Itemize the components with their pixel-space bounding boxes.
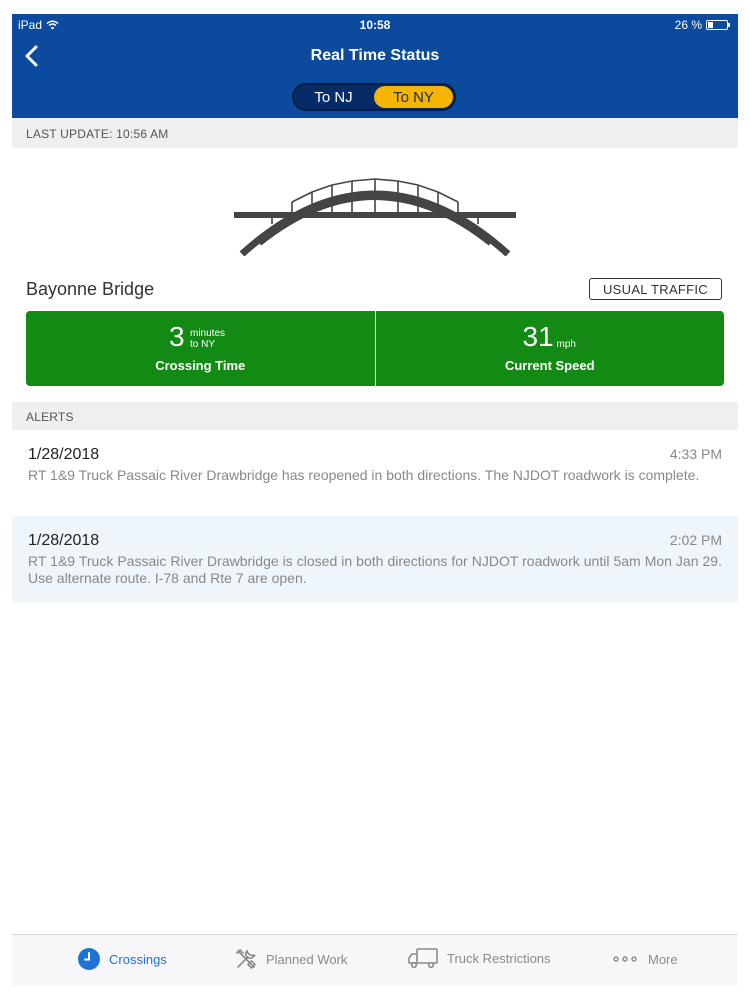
toggle-to-nj[interactable]: To NJ <box>314 88 353 106</box>
tab-label: More <box>648 951 678 967</box>
alert-item[interactable] <box>12 430 738 516</box>
tab-crossings[interactable] <box>77 947 167 971</box>
crossing-time-unit <box>190 328 225 350</box>
truck-icon <box>407 947 439 969</box>
traffic-status-badge: USUAL TRAFFIC <box>589 278 722 300</box>
direction-toggle <box>292 83 456 111</box>
bridge-name: Bayonne Bridge <box>26 279 155 299</box>
crossing-time-unit-line2: to NY <box>190 339 216 350</box>
status-bar <box>12 14 738 36</box>
clock-icon <box>77 947 101 971</box>
tab-more[interactable] <box>612 947 678 971</box>
battery-percent: 26 % <box>674 18 702 32</box>
alert-text: RT 1&9 Truck Passaic River Drawbridge has reopened in both directions. The NJDOT roadwork is complete. <box>28 467 700 483</box>
status-time: 10:58 <box>359 18 391 32</box>
header <box>12 14 738 118</box>
tab-bar <box>12 934 738 986</box>
status-panel <box>26 311 724 386</box>
crossing-time-stat <box>26 311 375 386</box>
tools-icon <box>234 947 258 971</box>
crossing-time-value: 3 <box>169 321 185 352</box>
alert-time: 2:02 PM <box>669 532 722 548</box>
alert-text: RT 1&9 Truck Passaic River Drawbridge is closed in both directions for NJDOT roadwork until 5am Mon Jan 29. Use alternate route. I-78 and Rte 7 are open. <box>28 553 722 586</box>
tab-planned-work[interactable] <box>234 947 347 971</box>
crossing-time-unit-line1: minutes <box>190 328 226 339</box>
app-screen <box>12 14 738 986</box>
current-speed-value: 31 <box>522 321 554 352</box>
current-speed-label: Current Speed <box>504 358 595 373</box>
current-speed-unit: mph <box>556 339 576 350</box>
alert-item[interactable] <box>12 516 738 602</box>
bridge-icon <box>232 164 518 256</box>
alert-time: 4:33 PM <box>669 446 722 462</box>
page-title: Real Time Status <box>310 47 440 64</box>
device-name: iPad <box>18 18 43 32</box>
alerts-header: ALERTS <box>12 402 738 430</box>
alert-date: 1/28/2018 <box>28 532 100 549</box>
current-speed-stat <box>375 311 725 386</box>
status-right <box>675 18 728 32</box>
tab-label: Truck Restrictions <box>447 950 551 966</box>
more-dots-icon <box>612 947 640 971</box>
toggle-to-ny[interactable]: To NY <box>374 86 453 108</box>
battery-icon <box>706 20 728 30</box>
crossing-time-label: Crossing Time <box>155 358 246 373</box>
tab-label: Planned Work <box>266 951 348 967</box>
last-update-bar: LAST UPDATE: 10:56 AM <box>12 118 738 148</box>
tab-label: Crossings <box>109 951 167 967</box>
tab-truck-restrictions[interactable] <box>407 947 551 969</box>
alert-date: 1/28/2018 <box>28 446 100 463</box>
